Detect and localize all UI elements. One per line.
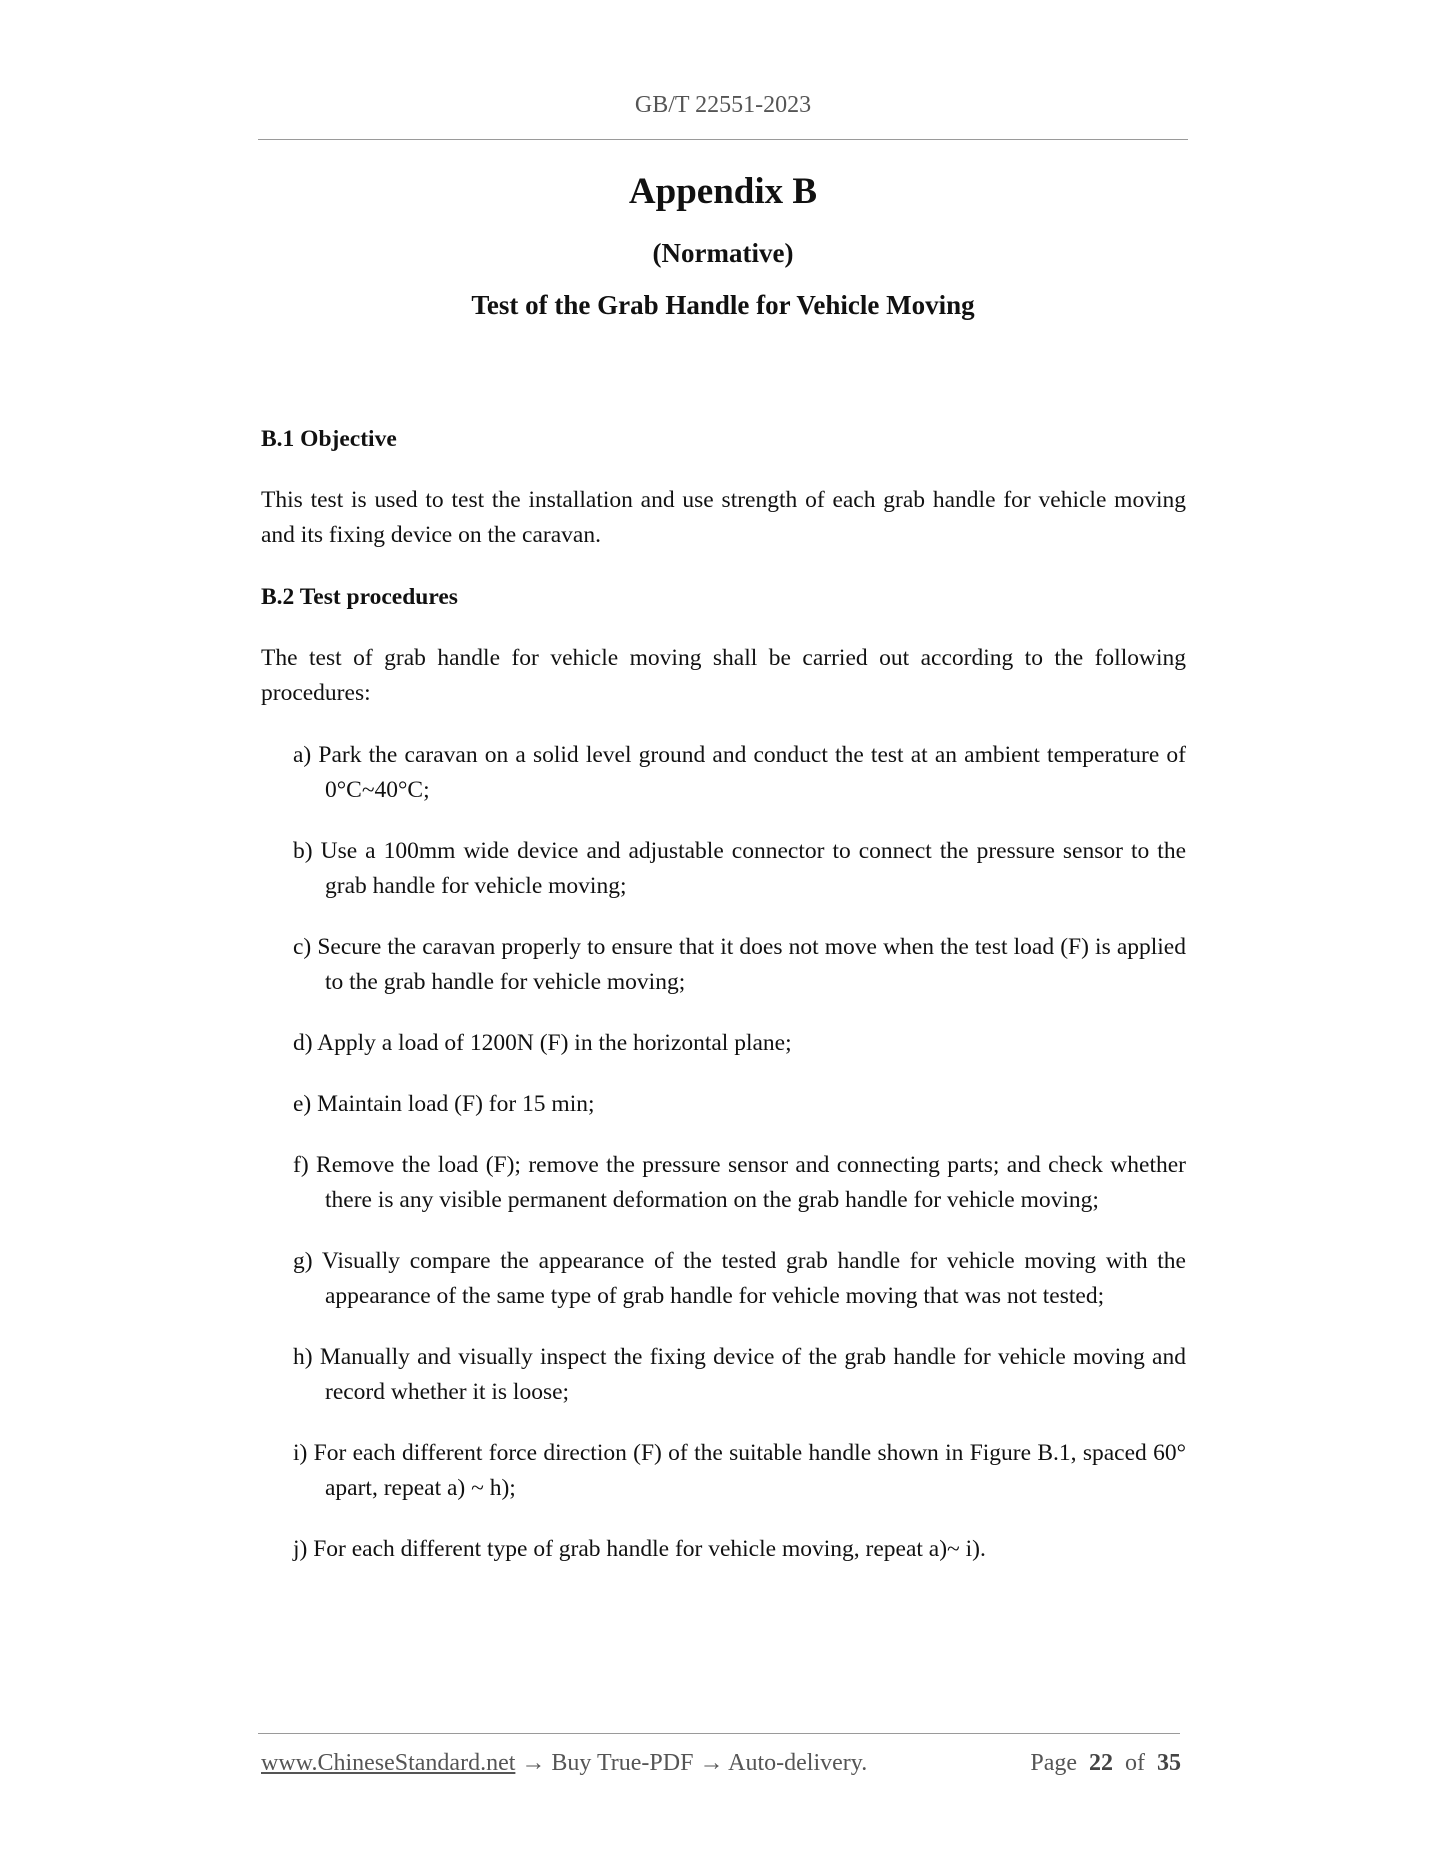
section-b1-heading: B.1 Objective	[261, 426, 397, 452]
page-label: Page	[1030, 1750, 1077, 1776]
section-b2-heading: B.2 Test procedures	[261, 584, 458, 610]
current-page-number: 22	[1089, 1750, 1113, 1776]
procedure-item-g: g) Visually compare the appearance of the tested grab handle for vehicle moving with the appearance of the same type of grab handle for vehicle moving that was not tested;	[293, 1248, 1186, 1309]
procedure-item-a: a) Park the caravan on a solid level ground and conduct the test at an ambient temperature of 0°C~40°C;	[293, 742, 1186, 803]
procedure-item-f: f) Remove the load (F); remove the pressure sensor and connecting parts; and check whether there is any visible permanent deformation on the grab handle for vehicle moving;	[293, 1152, 1186, 1213]
footer-divider	[258, 1733, 1180, 1734]
appendix-title: Appendix B	[628, 171, 818, 212]
appendix-subtitle: Test of the Grab Handle for Vehicle Moving	[471, 290, 975, 320]
procedure-item-j: j) For each different type of grab handle for vehicle moving, repeat a)~ i).	[293, 1536, 986, 1562]
section-b1-text: This test is used to test the installation and use strength of each grab handle for vehicle moving and its fixing device on the caravan.	[261, 487, 1186, 548]
site-link[interactable]: www.ChineseStandard.net	[261, 1750, 516, 1776]
appendix-title-block	[258, 168, 1188, 322]
procedure-item-d: d) Apply a load of 1200N (F) in the horizontal plane;	[293, 1030, 792, 1056]
header-divider	[258, 139, 1188, 140]
procedure-item-c: c) Secure the caravan properly to ensure that it does not move when the test load (F) is applied to the grab handle for vehicle moving;	[293, 934, 1186, 995]
total-pages-number: 35	[1157, 1750, 1181, 1776]
document-id-header: GB/T 22551-2023	[634, 92, 812, 118]
document-body	[261, 422, 1186, 1567]
footer-promo	[261, 1750, 867, 1777]
procedure-item-b: b) Use a 100mm wide device and adjustable connector to connect the pressure sensor to the grab handle for vehicle moving;	[293, 838, 1186, 899]
section-b2-intro: The test of grab handle for vehicle moving shall be carried out according to the following procedures:	[261, 645, 1186, 706]
auto-delivery-text: Auto-delivery.	[728, 1750, 868, 1776]
buy-pdf-text: Buy True-PDF	[551, 1750, 694, 1776]
procedure-item-i: i) For each different force direction (F) of the suitable handle shown in Figure B.1, spaced 60° apart, repeat a) ~ h);	[293, 1440, 1186, 1501]
page-footer	[261, 1750, 1181, 1784]
of-label: of	[1125, 1750, 1145, 1776]
procedure-item-e: e) Maintain load (F) for 15 min;	[293, 1091, 595, 1117]
arrow-right-icon: →	[521, 1750, 546, 1776]
normative-label: (Normative)	[652, 238, 794, 268]
arrow-right-icon: →	[699, 1750, 724, 1776]
procedure-list	[261, 738, 1186, 1567]
page-counter	[1030, 1750, 1181, 1777]
procedure-item-h: h) Manually and visually inspect the fixing device of the grab handle for vehicle moving and record whether it is loose;	[293, 1344, 1186, 1405]
